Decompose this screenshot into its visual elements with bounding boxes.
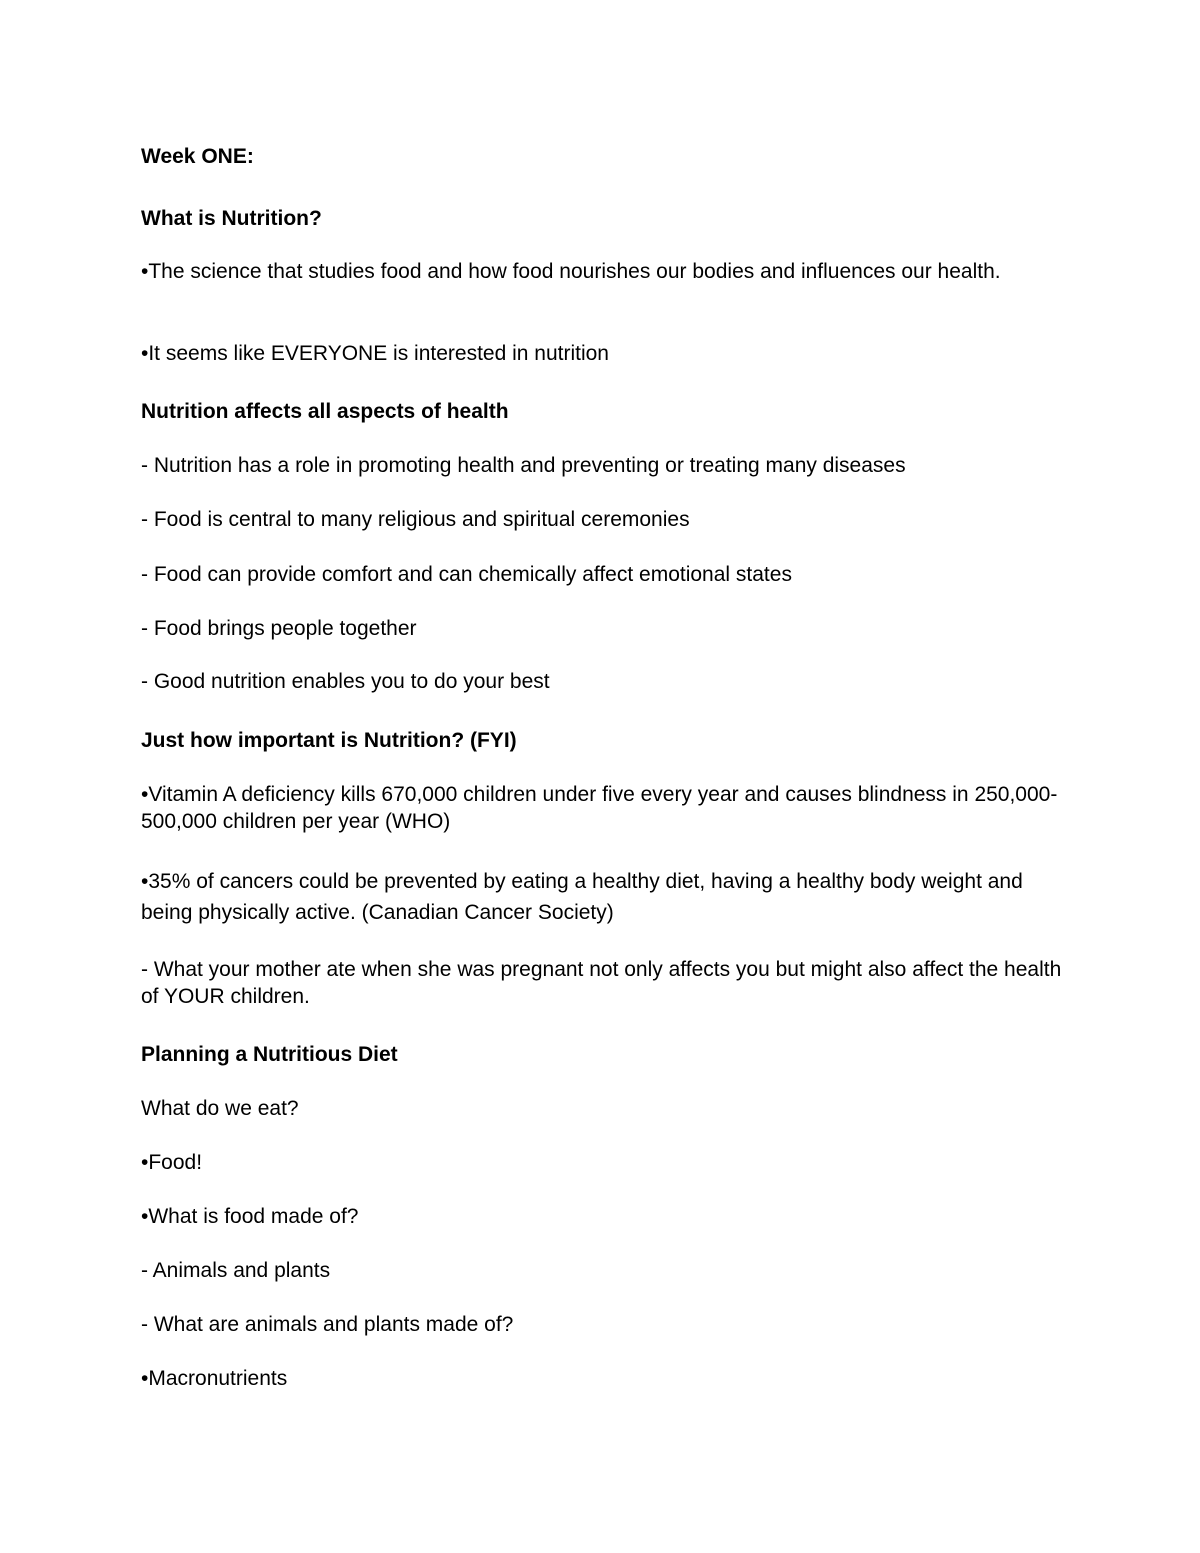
section-heading-planning-diet: Planning a Nutritious Diet xyxy=(141,1043,398,1066)
paragraph: •Macronutrients xyxy=(141,1367,288,1390)
paragraph: •The science that studies food and how food nourishes our bodies and influences our health. xyxy=(141,260,1001,283)
paragraph: - Food is central to many religious and spiritual ceremonies xyxy=(141,508,690,531)
paragraph: •What is food made of? xyxy=(141,1205,359,1228)
paragraph: - Good nutrition enables you to do your best xyxy=(141,670,550,693)
paragraph: - Animals and plants xyxy=(141,1259,331,1282)
paragraph: What do we eat? xyxy=(141,1097,299,1120)
section-heading-nutrition-affects-health: Nutrition affects all aspects of health xyxy=(141,400,509,423)
paragraph: •It seems like EVERYONE is interested in nutrition xyxy=(141,342,609,365)
paragraph: - What your mother ate when she was pregnant not only affects you but might also affect the health of YOUR children. xyxy=(141,958,1062,1008)
section-heading-how-important: Just how important is Nutrition? (FYI) xyxy=(141,729,517,752)
paragraph: - Nutrition has a role in promoting health and preventing or treating many diseases xyxy=(141,454,906,477)
paragraph: - Food brings people together xyxy=(141,617,417,640)
paragraph: •Food! xyxy=(141,1151,203,1174)
paragraph: •Vitamin A deficiency kills 670,000 children under five every year and causes blindness in 250,000-500,000 children per year (WHO) xyxy=(141,783,1058,833)
paragraph: •35% of cancers could be prevented by eating a healthy diet, having a healthy body weight and being physically active. (Canadian Cancer Society) xyxy=(141,870,1023,924)
section-heading-what-is-nutrition: What is Nutrition? xyxy=(141,207,322,230)
paragraph: - Food can provide comfort and can chemically affect emotional states xyxy=(141,563,792,586)
week-heading: Week ONE: xyxy=(141,145,254,168)
paragraph: - What are animals and plants made of? xyxy=(141,1313,514,1336)
